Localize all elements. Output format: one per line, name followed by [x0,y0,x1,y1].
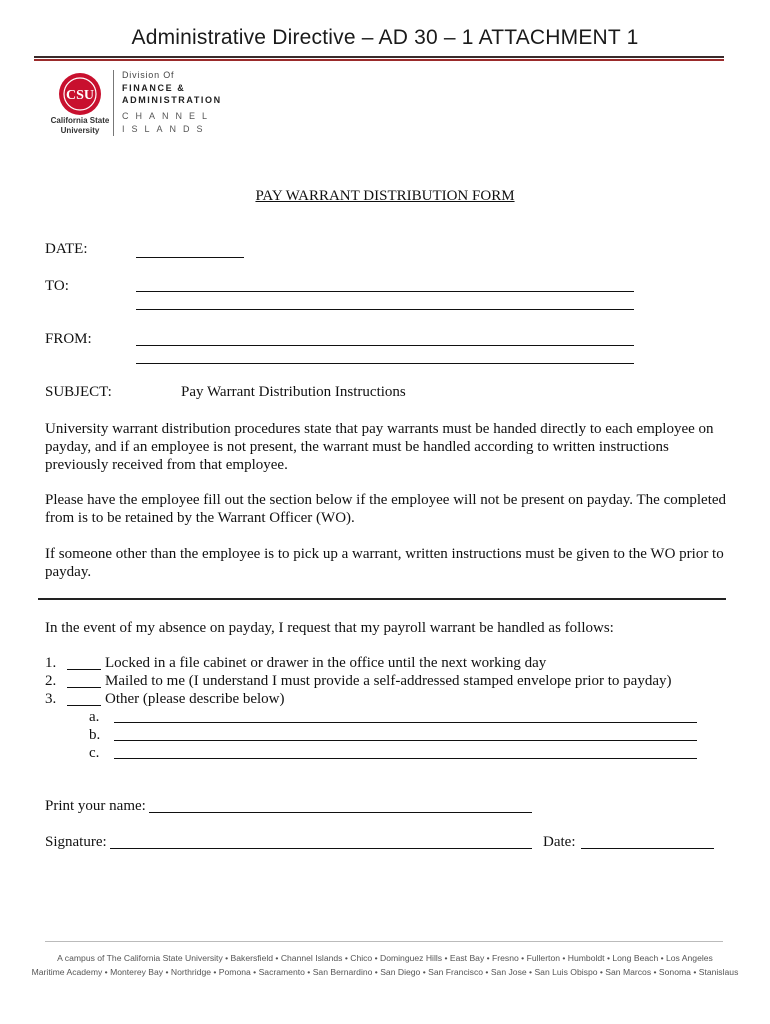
paragraph-pickup: If someone other than the employee is to pick up a warrant, written instructions must be given to the WO prior to payday. [45,546,724,580]
finance-administration-label: FINANCE & ADMINISTRATION [122,83,222,105]
to-label: TO: [45,278,69,294]
print-name-field[interactable] [149,812,532,813]
option-1-number: 1. [45,655,57,671]
from-label: FROM: [45,331,92,347]
option-1-text: Locked in a file cabinet or drawer in the office until the next working day [105,655,547,671]
subject-value: Pay Warrant Distribution Instructions [181,384,406,400]
signature-date-field[interactable] [581,848,714,849]
footer-campus-list-line-1: A campus of The California State University • Bakersfield • Channel Islands • Chico • Dominguez Hills • East Bay • Fresno • Fullerton • Humboldt • Long Beach • Los Angeles [57,953,713,963]
option-1-blank[interactable] [67,669,101,670]
subject-label: SUBJECT: [45,384,112,400]
option-2-text: Mailed to me (I understand I must provide a self-addressed stamped envelope prior to payday) [105,673,672,689]
footer-rule [45,941,723,942]
other-description-line-c[interactable] [114,758,697,759]
print-name-label: Print your name: [45,798,146,814]
csu-name [40,116,120,136]
channel-islands-label: CHANNEL ISLANDS [122,111,215,134]
to-field-line-1[interactable] [136,291,634,292]
sub-item-b-letter: b. [89,727,101,743]
paragraph-procedures: University warrant distribution procedures state that pay warrants must be handed directly to each employee on payday, and if an employee is not present, the warrant must be handled according to written instructions previously received from that employee. [45,421,714,473]
from-field-line-2[interactable] [136,363,634,364]
csu-seal-logo [58,72,102,116]
date-label: DATE: [45,241,88,257]
footer-campus-list-line-2: Maritime Academy • Monterey Bay • Northridge • Pomona • Sacramento • San Bernardino • San Diego • San Francisco • San Jose • San Luis Obispo • San Marcos • Sonoma • Stanislaus [31,967,739,977]
sub-item-a-letter: a. [89,709,100,725]
header-rule [34,56,724,58]
paragraph-instructions: Please have the employee fill out the section below if the employee will not be present on payday. The completed from is to be retained by the Warrant Officer (WO). [45,492,727,526]
division-of-label: Division Of [122,70,175,80]
signature-field[interactable] [110,848,532,849]
logo-divider [113,70,114,136]
other-description-line-a[interactable] [114,722,697,723]
from-field-line-1[interactable] [136,345,634,346]
sub-item-c-letter: c. [89,745,100,761]
section-divider [38,598,726,600]
date-field[interactable] [136,257,244,258]
csu-name-line1: California State [50,116,110,125]
to-field-line-2[interactable] [136,309,634,310]
csu-name-line2: University [60,126,100,135]
option-3-text: Other (please describe below) [105,691,285,707]
option-2-blank[interactable] [67,687,101,688]
option-3-blank[interactable] [67,705,101,706]
option-3-number: 3. [45,691,57,707]
other-description-line-b[interactable] [114,740,697,741]
form-title: PAY WARRANT DISTRIBUTION FORM [255,188,515,204]
header-rule-accent [34,59,724,61]
option-2-number: 2. [45,673,57,689]
signature-label: Signature: [45,834,107,850]
request-intro: In the event of my absence on payday, I request that my payroll warrant be handled as follows: [45,620,614,636]
document-header-title: Administrative Directive – AD 30 – 1 ATTACHMENT 1 [131,26,639,49]
signature-date-label: Date: [543,834,576,850]
csu-seal-text: CSU [65,88,95,103]
